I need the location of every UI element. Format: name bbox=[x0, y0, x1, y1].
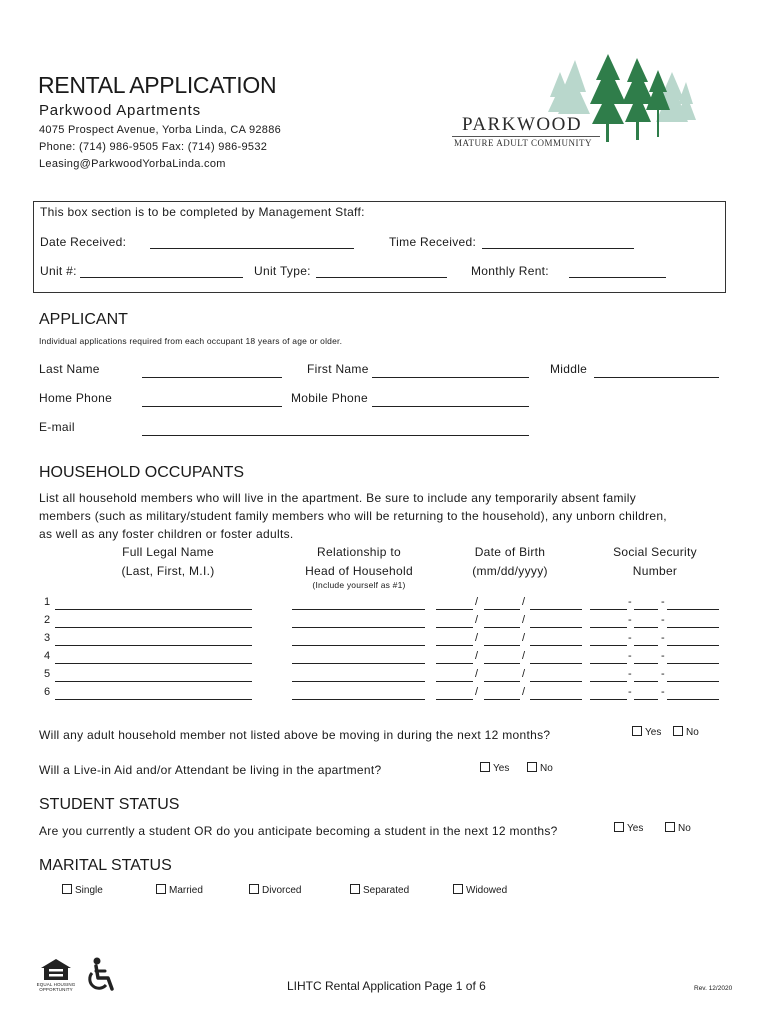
adult-move-in-question: Will any adult household member not listed above be moving in during the next 12 months? bbox=[39, 728, 551, 742]
field-separator: - bbox=[661, 650, 665, 662]
occupant-name-field[interactable] bbox=[55, 645, 252, 646]
field-separator: - bbox=[661, 686, 665, 698]
marital-married[interactable]: Married bbox=[156, 884, 203, 896]
occupant-ssn-part1-field[interactable] bbox=[590, 645, 627, 646]
student-heading: STUDENT STATUS bbox=[39, 796, 180, 813]
property-address: 4075 Prospect Avenue, Yorba Linda, CA 92886 bbox=[39, 124, 282, 136]
occupant-name-field[interactable] bbox=[55, 681, 252, 682]
time-received-label: Time Received: bbox=[389, 235, 477, 249]
occupant-dob-year-field[interactable] bbox=[530, 681, 582, 682]
wheelchair-icon bbox=[82, 957, 116, 995]
occupant-ssn-part3-field[interactable] bbox=[667, 699, 719, 700]
checkbox-icon[interactable] bbox=[527, 762, 537, 772]
occupant-relationship-field[interactable] bbox=[292, 609, 425, 610]
field-separator: - bbox=[661, 632, 665, 644]
household-intro-line-3: as well as any foster children or foster adults. bbox=[39, 527, 294, 541]
tree-logo-icon bbox=[450, 52, 700, 152]
field-separator: - bbox=[628, 632, 632, 644]
occupant-row-number: 5 bbox=[44, 668, 51, 680]
occupant-dob-month-field[interactable] bbox=[436, 681, 473, 682]
occupant-dob-day-field[interactable] bbox=[484, 699, 520, 700]
field-separator: / bbox=[475, 686, 479, 698]
field-separator: - bbox=[661, 614, 665, 626]
occupant-dob-month-field[interactable] bbox=[436, 627, 473, 628]
monthly-rent-label: Monthly Rent: bbox=[471, 264, 549, 278]
col-name-header: Full Legal Name bbox=[122, 545, 214, 559]
occupant-row-number: 4 bbox=[44, 650, 51, 662]
applicant-note: Individual applications required from each occupant 18 years of age or older. bbox=[39, 336, 343, 346]
field-separator: - bbox=[661, 668, 665, 680]
live-in-aid-question: Will a Live-in Aid and/or Attendant be living in the apartment? bbox=[39, 763, 382, 777]
field-separator: - bbox=[628, 596, 632, 608]
occupant-dob-day-field[interactable] bbox=[484, 663, 520, 664]
occupant-ssn-part3-field[interactable] bbox=[667, 681, 719, 682]
field-separator: / bbox=[475, 668, 479, 680]
col-relationship-note: (Include yourself as #1) bbox=[312, 580, 406, 590]
first-name-label: First Name bbox=[307, 362, 369, 376]
occupant-ssn-part3-field[interactable] bbox=[667, 609, 719, 610]
student-question: Are you currently a student OR do you anticipate becoming a student in the next 12 months? bbox=[39, 824, 558, 838]
occupant-ssn-part1-field[interactable] bbox=[590, 681, 627, 682]
marital-separated[interactable]: Separated bbox=[350, 884, 409, 896]
checkbox-icon[interactable] bbox=[673, 726, 683, 736]
last-name-field[interactable] bbox=[142, 377, 282, 378]
unit-number-field[interactable] bbox=[80, 277, 243, 278]
checkbox-icon[interactable] bbox=[614, 822, 624, 832]
live-in-aid-yes[interactable]: Yes bbox=[480, 762, 509, 774]
equal-housing-icon bbox=[38, 958, 74, 982]
field-separator: / bbox=[475, 650, 479, 662]
checkbox-icon[interactable] bbox=[453, 884, 463, 894]
marital-widowed[interactable]: Widowed bbox=[453, 884, 507, 896]
col-ssn-header: Social Security bbox=[613, 545, 697, 559]
occupant-relationship-field[interactable] bbox=[292, 681, 425, 682]
checkbox-icon[interactable] bbox=[480, 762, 490, 772]
occupant-name-field[interactable] bbox=[55, 609, 252, 610]
household-heading: HOUSEHOLD OCCUPANTS bbox=[39, 464, 245, 481]
occupant-dob-year-field[interactable] bbox=[530, 699, 582, 700]
col-ssn-subheader: Number bbox=[632, 564, 678, 578]
occupant-dob-year-field[interactable] bbox=[530, 645, 582, 646]
occupant-relationship-field[interactable] bbox=[292, 627, 425, 628]
equal-housing-label: EQUAL HOUSING OPPORTUNITY bbox=[36, 982, 76, 992]
home-phone-field[interactable] bbox=[142, 406, 282, 407]
field-separator: / bbox=[522, 596, 526, 608]
occupant-name-field[interactable] bbox=[55, 699, 252, 700]
occupant-ssn-part2-field[interactable] bbox=[634, 627, 658, 628]
last-name-label: Last Name bbox=[39, 362, 100, 376]
col-name-subheader: (Last, First, M.I.) bbox=[121, 564, 215, 578]
student-no[interactable]: No bbox=[665, 822, 691, 834]
occupant-ssn-part3-field[interactable] bbox=[667, 663, 719, 664]
occupant-dob-month-field[interactable] bbox=[436, 609, 473, 610]
management-intro: This box section is to be completed by Management Staff: bbox=[40, 205, 365, 219]
field-separator: - bbox=[628, 686, 632, 698]
time-received-field[interactable] bbox=[482, 248, 634, 249]
occupant-name-field[interactable] bbox=[55, 627, 252, 628]
logo-name: PARKWOOD bbox=[462, 114, 583, 135]
field-separator: / bbox=[522, 632, 526, 644]
occupant-ssn-part3-field[interactable] bbox=[667, 645, 719, 646]
occupant-dob-day-field[interactable] bbox=[484, 609, 520, 610]
occupant-relationship-field[interactable] bbox=[292, 645, 425, 646]
occupant-dob-year-field[interactable] bbox=[530, 627, 582, 628]
occupant-dob-month-field[interactable] bbox=[436, 663, 473, 664]
applicant-heading: APPLICANT bbox=[39, 311, 128, 328]
equal-housing-logo bbox=[38, 958, 74, 992]
first-name-field[interactable] bbox=[372, 377, 529, 378]
live-in-aid-no[interactable]: No bbox=[527, 762, 553, 774]
field-separator: / bbox=[522, 614, 526, 626]
occupant-row-number: 2 bbox=[44, 614, 51, 626]
field-separator: - bbox=[628, 650, 632, 662]
field-separator: / bbox=[475, 596, 479, 608]
date-received-label: Date Received: bbox=[40, 235, 127, 249]
occupant-dob-day-field[interactable] bbox=[484, 681, 520, 682]
occupant-ssn-part2-field[interactable] bbox=[634, 609, 658, 610]
unit-type-label: Unit Type: bbox=[254, 264, 311, 278]
checkbox-icon[interactable] bbox=[156, 884, 166, 894]
occupant-ssn-part2-field[interactable] bbox=[634, 645, 658, 646]
occupant-row-number: 1 bbox=[44, 596, 51, 608]
field-separator: - bbox=[628, 614, 632, 626]
field-separator: / bbox=[475, 632, 479, 644]
page-title: RENTAL APPLICATION bbox=[38, 72, 277, 98]
occupant-ssn-part2-field[interactable] bbox=[634, 699, 658, 700]
checkbox-icon[interactable] bbox=[249, 884, 259, 894]
field-separator: / bbox=[475, 614, 479, 626]
field-separator: / bbox=[522, 686, 526, 698]
monthly-rent-field[interactable] bbox=[569, 277, 666, 278]
middle-name-field[interactable] bbox=[594, 377, 719, 378]
property-name: Parkwood Apartments bbox=[39, 102, 201, 119]
occupant-dob-year-field[interactable] bbox=[530, 609, 582, 610]
occupant-row-number: 6 bbox=[44, 686, 51, 698]
property-email: Leasing@ParkwoodYorbaLinda.com bbox=[39, 158, 226, 170]
checkbox-icon[interactable] bbox=[350, 884, 360, 894]
accessibility-logo bbox=[82, 957, 116, 1000]
occupant-name-field[interactable] bbox=[55, 663, 252, 664]
adult-move-in-no[interactable]: No bbox=[673, 726, 699, 738]
logo-divider bbox=[452, 136, 600, 137]
mobile-phone-label: Mobile Phone bbox=[291, 391, 368, 405]
field-separator: - bbox=[628, 668, 632, 680]
checkbox-icon[interactable] bbox=[62, 884, 72, 894]
occupant-ssn-part2-field[interactable] bbox=[634, 663, 658, 664]
col-relationship-header: Relationship to bbox=[317, 545, 401, 559]
checkbox-icon[interactable] bbox=[632, 726, 642, 736]
occupant-dob-day-field[interactable] bbox=[484, 627, 520, 628]
occupant-row-number: 3 bbox=[44, 632, 51, 644]
email-field[interactable] bbox=[142, 435, 529, 436]
col-dob-subheader: (mm/dd/yyyy) bbox=[472, 564, 548, 578]
occupant-ssn-part1-field[interactable] bbox=[590, 699, 627, 700]
unit-number-label: Unit #: bbox=[40, 264, 77, 278]
parkwood-logo bbox=[450, 52, 700, 152]
occupant-dob-day-field[interactable] bbox=[484, 645, 520, 646]
occupant-dob-month-field[interactable] bbox=[436, 645, 473, 646]
marital-heading: MARITAL STATUS bbox=[39, 857, 172, 874]
col-dob-header: Date of Birth bbox=[474, 545, 546, 559]
occupant-ssn-part1-field[interactable] bbox=[590, 627, 627, 628]
page-number-footer: LIHTC Rental Application Page 1 of 6 bbox=[287, 979, 486, 993]
household-intro-line-1: List all household members who will live in the apartment. Be sure to include any temporarily absent family bbox=[39, 491, 637, 505]
field-separator: / bbox=[522, 668, 526, 680]
revision-label: Rev. 12/2020 bbox=[694, 985, 733, 992]
occupant-ssn-part1-field[interactable] bbox=[590, 663, 627, 664]
occupant-dob-year-field[interactable] bbox=[530, 663, 582, 664]
field-separator: - bbox=[661, 596, 665, 608]
marital-divorced[interactable]: Divorced bbox=[249, 884, 301, 896]
occupant-dob-month-field[interactable] bbox=[436, 699, 473, 700]
adult-move-in-yes[interactable]: Yes bbox=[632, 726, 661, 738]
household-intro-line-2: members (such as military/student family members who will be returning to the household), any unborn children, bbox=[39, 509, 667, 523]
student-yes[interactable]: Yes bbox=[614, 822, 643, 834]
date-received-field[interactable] bbox=[150, 248, 354, 249]
property-phone-fax: Phone: (714) 986-9505 Fax: (714) 986-9532 bbox=[39, 141, 268, 153]
middle-label: Middle bbox=[550, 362, 588, 376]
unit-type-field[interactable] bbox=[316, 277, 447, 278]
col-relationship-subheader: Head of Household bbox=[305, 564, 413, 578]
home-phone-label: Home Phone bbox=[39, 391, 113, 405]
logo-tagline: MATURE ADULT COMMUNITY bbox=[454, 138, 593, 148]
occupant-relationship-field[interactable] bbox=[292, 699, 425, 700]
occupant-relationship-field[interactable] bbox=[292, 663, 425, 664]
occupant-ssn-part2-field[interactable] bbox=[634, 681, 658, 682]
checkbox-icon[interactable] bbox=[665, 822, 675, 832]
occupant-ssn-part1-field[interactable] bbox=[590, 609, 627, 610]
field-separator: / bbox=[522, 650, 526, 662]
marital-single[interactable]: Single bbox=[62, 884, 103, 896]
email-label: E-mail bbox=[39, 420, 75, 434]
mobile-phone-field[interactable] bbox=[372, 406, 529, 407]
occupant-ssn-part3-field[interactable] bbox=[667, 627, 719, 628]
